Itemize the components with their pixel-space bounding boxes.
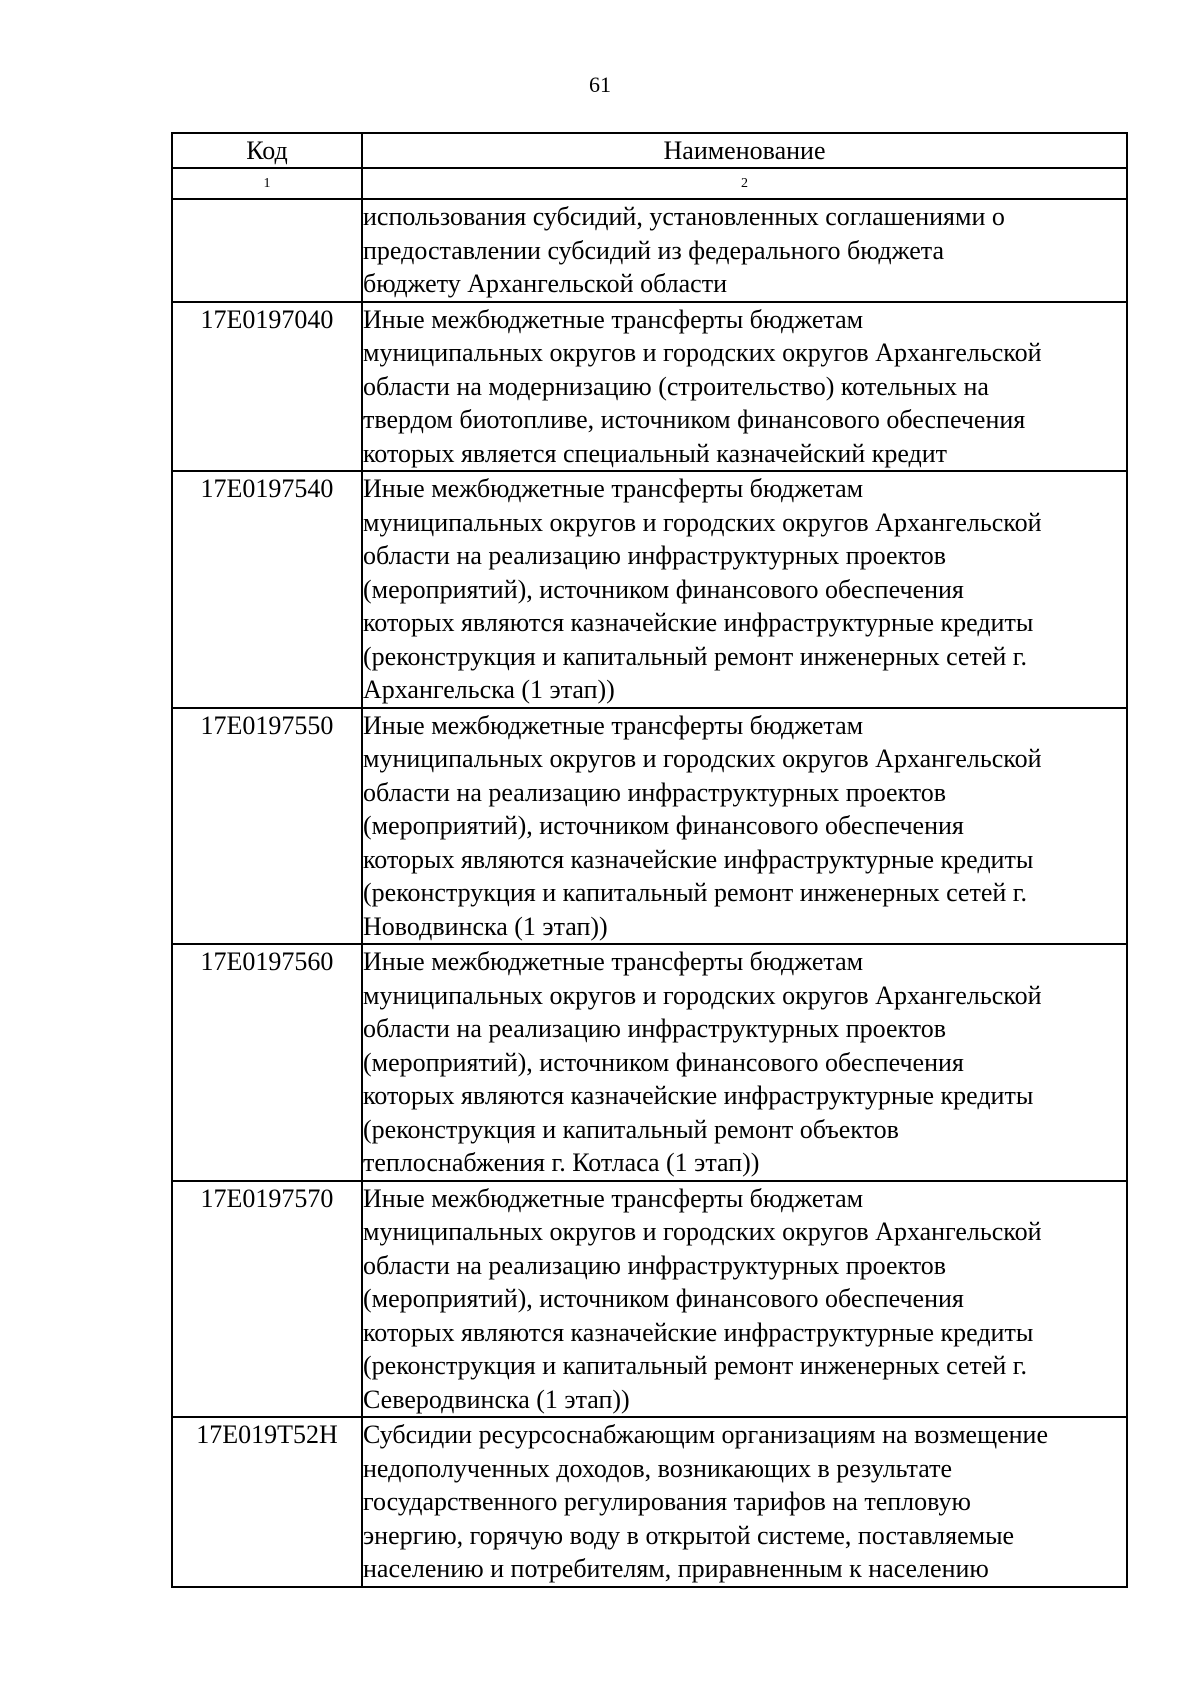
row-name-line: муниципальных округов и городских округов Архангельской [363, 744, 1042, 773]
row-name-line: (реконструкция и капитальный ремонт инженерных сетей г. [363, 1351, 1028, 1380]
row-name [362, 1181, 1127, 1418]
row-name-line: (реконструкция и капитальный ремонт инженерных сетей г. [363, 878, 1028, 907]
row-code: 17Е0197550 [172, 708, 362, 945]
row-name [362, 708, 1127, 945]
row-name-line: муниципальных округов и городских округов Архангельской [363, 1217, 1042, 1246]
row-code [172, 199, 362, 302]
column-number-row [172, 168, 1127, 199]
row-name-line: которых является специальный казначейский кредит [363, 438, 948, 468]
row-name-line: Иные межбюджетные трансферты бюджетам [363, 1183, 864, 1213]
row-name-line: муниципальных округов и городских округов Архангельской [363, 980, 1042, 1010]
table-row [172, 708, 1127, 945]
budget-code-table [171, 132, 1128, 1588]
row-name-line: области на реализацию инфраструктурных проектов [363, 777, 947, 807]
row-name-line: предоставлении субсидий из федерального бюджета [363, 235, 945, 265]
row-name-line: Иные межбюджетные трансферты бюджетам [363, 474, 864, 503]
row-name-line: энергию, горячую воду в открытой системе, поставляемые [363, 1520, 1015, 1550]
row-name-line: (мероприятий), источником финансового обеспечения [363, 574, 964, 604]
header-code: Код [172, 133, 362, 168]
row-name-line: области на реализацию инфраструктурных проектов [363, 1014, 947, 1043]
row-name-line: муниципальных округов и городских округов Архангельской [363, 338, 1042, 367]
row-name-line: недополученных доходов, возникающих в результате [363, 1453, 952, 1483]
row-name-line: (реконструкция и капитальный ремонт объектов [363, 1114, 899, 1144]
row-name [362, 944, 1127, 1181]
row-name-line: (мероприятий), источником финансового обеспечения [363, 811, 964, 840]
row-name-line: которых являются казначейские инфраструктурные кредиты [363, 1317, 1034, 1347]
row-name-line: которых являются казначейские инфраструктурные кредиты [363, 1081, 1034, 1110]
row-name-line: использования субсидий, установленных соглашениями о [363, 202, 1005, 231]
row-name-line: (мероприятий), источником финансового обеспечения [363, 1047, 964, 1077]
row-name-line: области на реализацию инфраструктурных проектов [363, 541, 947, 570]
row-name-line: которых являются казначейские инфраструктурные кредиты [363, 844, 1034, 874]
row-name-line: Иные межбюджетные трансферты бюджетам [363, 304, 864, 334]
table-header-row [172, 133, 1127, 168]
table-row [172, 1417, 1127, 1587]
row-name-line: Иные межбюджетные трансферты бюджетам [363, 710, 864, 740]
row-name-line: теплоснабжения г. Котласа (1 этап)) [363, 1148, 760, 1177]
row-code: 17Е0197570 [172, 1181, 362, 1418]
row-name [362, 1417, 1127, 1587]
row-name-line: населению и потребителям, приравненным к населению [363, 1554, 989, 1583]
row-name-line: муниципальных округов и городских округов Архангельской [363, 507, 1042, 537]
row-name-line: Субсидии ресурсоснабжающим организациям на возмещение [363, 1420, 1049, 1449]
row-name [362, 199, 1127, 302]
column-number-1: 1 [172, 168, 362, 199]
row-name [362, 302, 1127, 472]
row-name-line: которых являются казначейские инфраструктурные кредиты [363, 608, 1034, 637]
column-number-2: 2 [362, 168, 1127, 199]
row-name-line: (мероприятий), источником финансового обеспечения [363, 1284, 964, 1313]
row-code: 17Е0197560 [172, 944, 362, 1181]
row-name-line: Иные межбюджетные трансферты бюджетам [363, 947, 864, 976]
table-row [172, 302, 1127, 472]
row-name-line: Новодвинска (1 этап)) [363, 911, 608, 941]
row-name-line: Северодвинска (1 этап)) [363, 1384, 630, 1414]
table-row [172, 1181, 1127, 1418]
row-name-line: бюджету Архангельской области [363, 269, 727, 298]
page-number: 61 [589, 72, 611, 97]
row-name-line: области на реализацию инфраструктурных проектов [363, 1250, 947, 1280]
row-name-line: твердом биотопливе, источником финансового обеспечения [363, 405, 1026, 434]
row-name-line: Архангельска (1 этап)) [363, 675, 615, 704]
row-code: 17Е0197540 [172, 471, 362, 708]
table-row [172, 199, 1127, 302]
row-name [362, 471, 1127, 708]
row-name-line: (реконструкция и капитальный ремонт инженерных сетей г. [363, 641, 1028, 671]
table-row [172, 944, 1127, 1181]
row-code: 17Е019Т52Н [172, 1417, 362, 1587]
table-body [172, 199, 1127, 1587]
row-name-line: государственного регулирования тарифов на тепловую [363, 1487, 971, 1516]
row-code: 17Е0197040 [172, 302, 362, 472]
table-row [172, 471, 1127, 708]
header-name: Наименование [362, 133, 1127, 168]
row-name-line: области на модернизацию (строительство) котельных на [363, 371, 989, 401]
